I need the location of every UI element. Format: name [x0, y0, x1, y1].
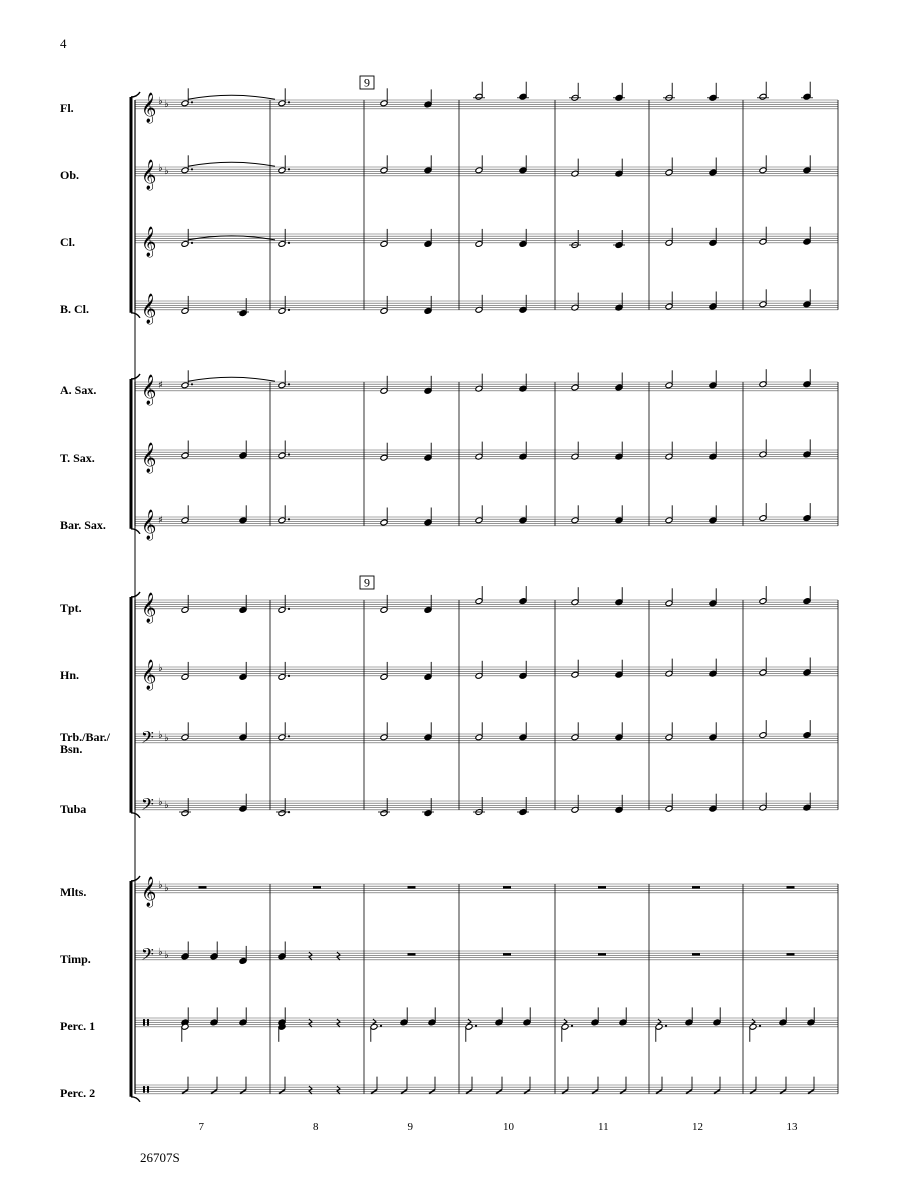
flat-sign: ♭	[164, 950, 169, 961]
augmentation-dot	[475, 1025, 477, 1027]
sharp-sign: ♯	[158, 515, 163, 526]
measure-number: 7	[198, 1121, 204, 1133]
page-number: 4	[60, 36, 67, 51]
treble-clef: 𝄞	[141, 510, 157, 540]
instrument-label: Fl.	[60, 101, 74, 115]
whole-rest	[313, 886, 321, 888]
augmentation-dot	[288, 735, 290, 737]
treble-clef: 𝄞	[141, 877, 157, 907]
flat-sign: ♭	[158, 663, 163, 674]
instrument-label: Perc. 2	[60, 1086, 96, 1100]
whole-rest	[199, 886, 207, 888]
flat-sign: ♭	[158, 96, 163, 107]
augmentation-dot	[191, 383, 193, 385]
whole-rest	[503, 953, 511, 955]
catalog-number: 26707S	[140, 1150, 180, 1165]
instrument-label: Tuba	[60, 802, 87, 816]
whole-rest	[598, 886, 606, 888]
staff	[135, 301, 838, 310]
measure-number: 12	[692, 1121, 703, 1133]
bracket-hook-top	[131, 92, 140, 97]
rehearsal-mark	[360, 576, 374, 590]
staff	[135, 100, 838, 109]
flat-sign: ♭	[158, 880, 163, 891]
flat-sign: ♭	[158, 797, 163, 808]
tie	[188, 162, 275, 166]
instrument-label: Bsn.	[60, 742, 83, 756]
treble-clef: 𝄞	[141, 93, 157, 123]
measure-number: 9	[407, 1121, 413, 1133]
augmentation-dot	[759, 1025, 761, 1027]
instrument-label: T. Sax.	[60, 451, 95, 465]
whole-rest	[503, 886, 511, 888]
whole-rest	[787, 953, 795, 955]
augmentation-dot	[288, 608, 290, 610]
tie	[188, 377, 275, 381]
instrument-label: Tpt.	[60, 601, 82, 615]
augmentation-dot	[288, 101, 290, 103]
augmentation-dot	[665, 1025, 667, 1027]
staff	[135, 382, 838, 391]
treble-clef: 𝄞	[141, 294, 157, 324]
bass-clef: 𝄢	[141, 727, 154, 751]
bracket-hook-bottom	[131, 1097, 140, 1102]
instrument-label: Cl.	[60, 235, 75, 249]
flat-sign: ♭	[164, 166, 169, 177]
tie	[188, 95, 275, 99]
staff	[135, 600, 838, 609]
instrument-label: Hn.	[60, 668, 80, 682]
bass-clef: 𝄢	[141, 794, 154, 818]
augmentation-dot	[288, 453, 290, 455]
measure-number: 8	[313, 1121, 319, 1133]
sharp-sign: ♯	[158, 380, 163, 391]
treble-clef: 𝄞	[141, 660, 157, 690]
instrument-label: Perc. 1	[60, 1019, 96, 1033]
augmentation-dot	[288, 675, 290, 677]
flat-sign: ♭	[164, 733, 169, 744]
whole-rest	[692, 886, 700, 888]
rehearsal-mark-number: 9	[364, 575, 370, 590]
flat-sign: ♭	[158, 730, 163, 741]
instrument-label: Bar. Sax.	[60, 518, 106, 532]
percussion-clef	[147, 1019, 149, 1026]
treble-clef: 𝄞	[141, 375, 157, 405]
treble-clef: 𝄞	[141, 593, 157, 623]
whole-rest	[787, 886, 795, 888]
augmentation-dot	[191, 168, 193, 170]
treble-clef: 𝄞	[141, 227, 157, 257]
whole-rest	[598, 953, 606, 955]
augmentation-dot	[288, 383, 290, 385]
rehearsal-mark	[360, 76, 374, 90]
percussion-clef	[147, 1086, 149, 1093]
flat-sign: ♭	[164, 800, 169, 811]
staff	[135, 234, 838, 243]
flat-sign: ♭	[158, 947, 163, 958]
measure-number: 11	[598, 1121, 609, 1133]
staff	[135, 167, 838, 176]
treble-clef: 𝄞	[141, 160, 157, 190]
treble-clef: 𝄞	[141, 443, 157, 473]
measure-number: 10	[503, 1121, 514, 1133]
instrument-label: B. Cl.	[60, 302, 90, 316]
staff	[135, 884, 838, 893]
whole-rest	[408, 953, 416, 955]
augmentation-dot	[380, 1025, 382, 1027]
whole-rest	[692, 953, 700, 955]
augmentation-dot	[288, 811, 290, 813]
whole-rest	[408, 886, 416, 888]
instrument-label: Timp.	[60, 952, 91, 966]
augmentation-dot	[571, 1025, 573, 1027]
augmentation-dot	[191, 242, 193, 244]
instrument-label: Trb./Bar./	[60, 730, 111, 744]
instrument-label: Ob.	[60, 168, 80, 182]
bass-clef: 𝄢	[141, 944, 154, 968]
staff	[135, 951, 838, 960]
instrument-label: Mlts.	[60, 885, 87, 899]
rehearsal-mark-number: 9	[364, 75, 370, 90]
instrument-label: A. Sax.	[60, 383, 97, 397]
percussion-clef	[143, 1019, 145, 1026]
augmentation-dot	[288, 168, 290, 170]
percussion-clef	[143, 1086, 145, 1093]
staff	[135, 667, 838, 676]
augmentation-dot	[288, 309, 290, 311]
flat-sign: ♭	[164, 883, 169, 894]
augmentation-dot	[288, 518, 290, 520]
flat-sign: ♭	[164, 99, 169, 110]
augmentation-dot	[288, 242, 290, 244]
flat-sign: ♭	[158, 163, 163, 174]
augmentation-dot	[191, 101, 193, 103]
measure-number: 13	[786, 1121, 798, 1133]
